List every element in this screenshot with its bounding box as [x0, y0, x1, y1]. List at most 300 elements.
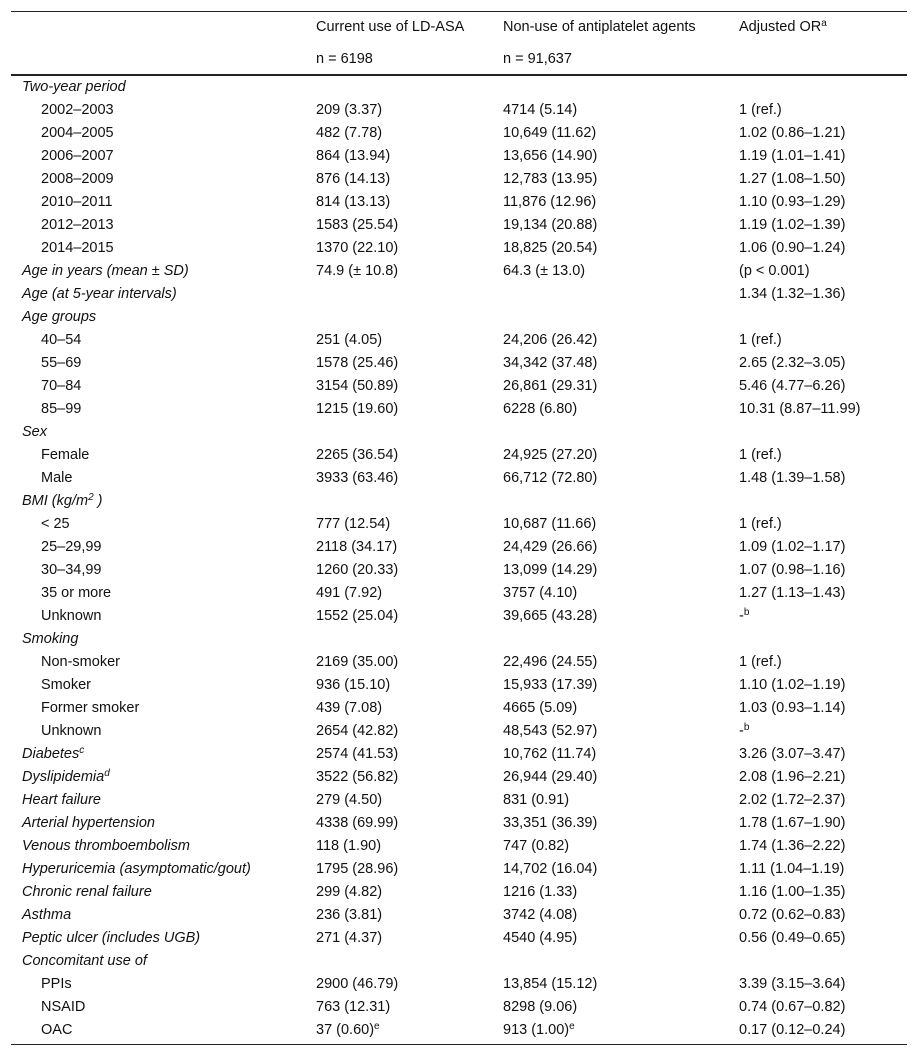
row-label-text: Diabetes — [22, 745, 80, 762]
cell-c3 — [739, 858, 844, 881]
row-label — [41, 973, 72, 996]
cell-value: 209 (3.37) — [316, 101, 383, 118]
cell-c2 — [503, 559, 597, 582]
table-category-row — [11, 76, 907, 99]
cell-c3 — [739, 99, 782, 122]
row-label — [22, 927, 200, 950]
cell-value: 4665 (5.09) — [503, 699, 578, 716]
cell-c3 — [739, 398, 860, 421]
row-label — [41, 513, 70, 536]
cell-value: 777 (12.54) — [316, 515, 391, 532]
cell-value: 10.31 (8.87–11.99) — [739, 400, 861, 417]
cell-value: 33,351 (36.39) — [503, 814, 598, 831]
cell-value: 1.09 (1.02–1.17) — [739, 538, 846, 555]
cell-c1 — [316, 237, 398, 260]
cell-c2 — [503, 444, 597, 467]
cell-c1 — [316, 168, 390, 191]
cell-c2 — [503, 996, 577, 1019]
cell-value: 11,876 (12.96) — [503, 193, 597, 210]
table-row — [11, 720, 907, 743]
table-row — [11, 191, 907, 214]
cell-c3 — [739, 582, 845, 605]
row-label — [22, 283, 177, 306]
cell-value: 1.19 (1.01–1.41) — [739, 147, 846, 164]
row-label — [41, 605, 101, 628]
cell-value: 1 (ref.) — [739, 101, 782, 118]
cell-c2 — [503, 582, 577, 605]
cell-value: 24,206 (26.42) — [503, 331, 598, 348]
cell-c3 — [739, 881, 845, 904]
cell-value: 3522 (56.82) — [316, 768, 399, 785]
cell-c2 — [503, 375, 597, 398]
cell-value: (p < 0.001) — [739, 262, 810, 279]
table-category-row — [11, 490, 907, 513]
cell-c2 — [503, 191, 596, 214]
cell-c1 — [316, 1019, 380, 1042]
cell-c1 — [316, 467, 398, 490]
cell-c3 — [739, 743, 845, 766]
table-row — [11, 329, 907, 352]
cell-c1 — [316, 99, 382, 122]
cell-value: 34,342 (37.48) — [503, 354, 598, 371]
cell-c3 — [739, 375, 845, 398]
col1-n: n = 6198 — [316, 51, 373, 67]
cell-value: 3742 (4.08) — [503, 906, 578, 923]
table-row — [11, 352, 907, 375]
cell-value: 39,665 (43.28) — [503, 607, 598, 624]
table-category-row — [11, 904, 907, 927]
row-label-text: Smoking — [22, 630, 79, 647]
table-category-row — [11, 789, 907, 812]
row-label-text: 2002–2003 — [41, 101, 114, 118]
cell-value: 1 (ref.) — [739, 653, 782, 670]
row-label-text: < 25 — [41, 515, 70, 532]
cell-c2 — [503, 237, 597, 260]
cell-c1 — [316, 674, 390, 697]
row-label-text: OAC — [41, 1021, 73, 1038]
table-category-row — [11, 421, 907, 444]
row-label-text: 85–99 — [41, 400, 82, 417]
cell-c3 — [739, 789, 845, 812]
cell-c2 — [503, 145, 597, 168]
row-label — [41, 559, 101, 582]
cell-value: 1583 (25.54) — [316, 216, 399, 233]
cell-c3 — [739, 651, 782, 674]
row-label — [41, 145, 114, 168]
row-label — [41, 720, 101, 743]
cell-value: 2574 (41.53) — [316, 745, 399, 762]
cell-value: 10,649 (11.62) — [503, 124, 597, 141]
cell-c1 — [316, 720, 398, 743]
cell-value: 0.17 (0.12–0.24) — [739, 1021, 846, 1038]
row-label — [22, 950, 147, 973]
cell-c2 — [503, 467, 597, 490]
row-label-text: 25–29,99 — [41, 538, 102, 555]
cell-value: 2.65 (2.32–3.05) — [739, 354, 846, 371]
cell-c2 — [503, 329, 597, 352]
table-row — [11, 237, 907, 260]
row-label — [22, 260, 189, 283]
cell-c1 — [316, 398, 398, 421]
cell-value: 1.27 (1.13–1.43) — [739, 584, 846, 601]
cell-c1 — [316, 536, 397, 559]
col2-n: n = 91,637 — [503, 51, 572, 67]
cell-value: 1.34 (1.32–1.36) — [739, 285, 846, 302]
footnote-mark: e — [374, 1020, 380, 1032]
cell-value: 2.02 (1.72–2.37) — [739, 791, 846, 808]
row-label-text: Female — [41, 446, 90, 463]
cell-value: 3757 (4.10) — [503, 584, 578, 601]
cell-value: 1 (ref.) — [739, 446, 782, 463]
cell-value: 279 (4.50) — [316, 791, 383, 808]
cell-value: 10,687 (11.66) — [503, 515, 597, 532]
cell-c2 — [503, 1019, 575, 1042]
row-label — [41, 536, 101, 559]
cell-value: 2900 (46.79) — [316, 975, 399, 992]
row-label — [41, 398, 81, 421]
cell-c3 — [739, 697, 845, 720]
row-label-text: Venous thromboembolism — [22, 837, 190, 854]
table-header — [11, 12, 907, 74]
cell-value: 271 (4.37) — [316, 929, 383, 946]
cell-c2 — [503, 513, 596, 536]
table-row — [11, 513, 907, 536]
table-row — [11, 996, 907, 1019]
cell-c1 — [316, 812, 398, 835]
cell-value: 814 (13.13) — [316, 193, 391, 210]
row-label-text: BMI (kg/m — [22, 492, 89, 509]
cell-value: 747 (0.82) — [503, 837, 570, 854]
row-label — [22, 306, 96, 329]
footnote-mark: b — [743, 721, 750, 733]
cell-value: 0.56 (0.49–0.65) — [739, 929, 846, 946]
row-label-text: 2006–2007 — [41, 147, 114, 164]
cell-value: 5.46 (4.77–6.26) — [739, 377, 846, 394]
table-row — [11, 398, 907, 421]
row-label-text: 2004–2005 — [41, 124, 114, 141]
bottom-rule — [11, 1044, 907, 1045]
table-category-row — [11, 306, 907, 329]
row-label-text: NSAID — [41, 998, 86, 1015]
cell-value: 1.10 (1.02–1.19) — [739, 676, 846, 693]
cell-c2 — [503, 674, 597, 697]
cell-c3 — [739, 904, 845, 927]
cell-c3 — [739, 674, 845, 697]
cell-value: 1 (ref.) — [739, 331, 782, 348]
cell-c1 — [316, 260, 398, 283]
cell-c3 — [739, 720, 749, 743]
cell-c1 — [316, 881, 382, 904]
row-label — [22, 881, 152, 904]
cell-value: 2169 (35.00) — [316, 653, 399, 670]
cell-c2 — [503, 697, 577, 720]
cell-value: 24,429 (26.66) — [503, 538, 598, 555]
cell-value: 13,656 (14.90) — [503, 147, 598, 164]
cell-value: 2118 (34.17) — [316, 538, 398, 555]
row-label — [22, 490, 102, 513]
col3-footnote-mark: a — [821, 18, 827, 29]
col3-title — [739, 19, 827, 35]
table-category-row — [11, 743, 907, 766]
cell-c3 — [739, 467, 845, 490]
table-row — [11, 582, 907, 605]
cell-c3 — [739, 191, 845, 214]
cell-c1 — [316, 766, 398, 789]
cell-value: 3.26 (3.07–3.47) — [739, 745, 846, 762]
cell-c2 — [503, 766, 597, 789]
cell-c3 — [739, 927, 845, 950]
cell-value: 1.74 (1.36–2.22) — [739, 837, 846, 854]
cell-value: 66,712 (72.80) — [503, 469, 598, 486]
cell-c2 — [503, 973, 597, 996]
table-row — [11, 145, 907, 168]
row-label — [41, 122, 114, 145]
cell-c1 — [316, 605, 398, 628]
row-label-text: 30–34,99 — [41, 561, 102, 578]
row-label — [22, 858, 251, 881]
row-label — [41, 99, 114, 122]
cell-c2 — [503, 99, 577, 122]
cell-value: 74.9 (± 10.8) — [316, 262, 399, 279]
cell-value: 2265 (36.54) — [316, 446, 399, 463]
cell-c1 — [316, 835, 381, 858]
cell-c2 — [503, 122, 596, 145]
cell-value: 1.19 (1.02–1.39) — [739, 216, 846, 233]
footnote-mark: b — [743, 606, 750, 618]
table-category-row — [11, 283, 907, 306]
cell-c2 — [503, 858, 597, 881]
row-label — [22, 421, 47, 444]
cell-c3 — [739, 1019, 845, 1042]
cell-c1 — [316, 122, 382, 145]
row-label-text: Two-year period — [22, 78, 126, 95]
row-label-text: Dyslipidemia — [22, 768, 105, 785]
cell-c1 — [316, 191, 390, 214]
row-label — [22, 743, 84, 766]
cell-value: 13,099 (14.29) — [503, 561, 598, 578]
table-row — [11, 973, 907, 996]
row-label — [41, 674, 91, 697]
cell-value: 6228 (6.80) — [503, 400, 578, 417]
row-label-text: Asthma — [22, 906, 72, 923]
row-label — [22, 904, 71, 927]
cell-value: 0.74 (0.67–0.82) — [739, 998, 846, 1015]
cell-value: 14,702 (16.04) — [503, 860, 598, 877]
cell-c2 — [503, 168, 597, 191]
cell-value: 1370 (22.10) — [316, 239, 399, 256]
footnote-mark: e — [569, 1020, 575, 1032]
cell-c3 — [739, 283, 845, 306]
cell-c3 — [739, 835, 845, 858]
cell-c1 — [316, 559, 398, 582]
table-row — [11, 168, 907, 191]
cell-c3 — [739, 352, 845, 375]
cell-value: 1795 (28.96) — [316, 860, 399, 877]
cell-c1 — [316, 352, 398, 375]
cell-c3 — [739, 766, 845, 789]
cell-value: 439 (7.08) — [316, 699, 383, 716]
cell-value: 48,543 (52.97) — [503, 722, 598, 739]
cell-c1 — [316, 582, 382, 605]
table-category-row — [11, 835, 907, 858]
cell-value: 251 (4.05) — [316, 331, 383, 348]
cell-c3 — [739, 444, 782, 467]
row-label — [22, 766, 110, 789]
cell-value: 10,762 (11.74) — [503, 745, 597, 762]
cell-value: 1.03 (0.93–1.14) — [739, 699, 846, 716]
table-category-row — [11, 260, 907, 283]
footnote-mark: d — [104, 767, 110, 779]
cell-c3 — [739, 168, 845, 191]
cell-value: 2.08 (1.96–2.21) — [739, 768, 846, 785]
cell-value: 12,783 (13.95) — [503, 170, 598, 187]
row-label — [41, 1019, 72, 1042]
cell-c2 — [503, 536, 597, 559]
cell-value: 1552 (25.04) — [316, 607, 399, 624]
cell-value: 8298 (9.06) — [503, 998, 578, 1015]
row-label-text: 40–54 — [41, 331, 82, 348]
cell-c2 — [503, 352, 597, 375]
row-label — [41, 214, 114, 237]
table-row — [11, 605, 907, 628]
cell-c2 — [503, 398, 577, 421]
cell-c2 — [503, 651, 597, 674]
cell-value: 299 (4.82) — [316, 883, 383, 900]
table-row — [11, 697, 907, 720]
cell-value: 3154 (50.89) — [316, 377, 399, 394]
cell-c3 — [739, 973, 845, 996]
cell-c2 — [503, 789, 569, 812]
cell-c1 — [316, 214, 398, 237]
cell-c2 — [503, 720, 597, 743]
row-label-text: Non-smoker — [41, 653, 120, 670]
cell-c1 — [316, 375, 398, 398]
row-label — [41, 444, 89, 467]
table-row — [11, 467, 907, 490]
table-category-row — [11, 766, 907, 789]
table-category-row — [11, 950, 907, 973]
cell-c3 — [739, 214, 845, 237]
cell-value: 64.3 (± 13.0) — [503, 262, 586, 279]
cell-c1 — [316, 996, 390, 1019]
cell-value: 864 (13.94) — [316, 147, 391, 164]
row-label-text: Smoker — [41, 676, 91, 693]
cell-c3 — [739, 513, 782, 536]
row-label-text: 2008–2009 — [41, 170, 114, 187]
cell-c1 — [316, 743, 398, 766]
cell-value: 37 (0.60) — [316, 1021, 375, 1038]
cell-value: 4540 (4.95) — [503, 929, 578, 946]
cell-c3 — [739, 559, 845, 582]
cell-c3 — [739, 122, 845, 145]
data-table — [11, 11, 907, 1045]
table-body — [11, 76, 907, 1042]
table-row — [11, 444, 907, 467]
cell-value: 1.16 (1.00–1.35) — [739, 883, 846, 900]
table-row — [11, 674, 907, 697]
cell-value: 936 (15.10) — [316, 676, 391, 693]
row-label — [41, 375, 81, 398]
cell-value: 1578 (25.46) — [316, 354, 399, 371]
cell-value: 1 (ref.) — [739, 515, 782, 532]
col3-title-text: Adjusted OR — [739, 19, 822, 35]
row-label-text: 35 or more — [41, 584, 112, 601]
cell-c3 — [739, 329, 782, 352]
cell-c2 — [503, 835, 569, 858]
table-row — [11, 122, 907, 145]
cell-value: 1.11 (1.04–1.19) — [739, 860, 845, 877]
cell-c1 — [316, 927, 382, 950]
cell-value: 236 (3.81) — [316, 906, 383, 923]
col1-title: Current use of LD-ASA — [316, 19, 465, 35]
col2-title: Non-use of antiplatelet agents — [503, 19, 696, 35]
table-category-row — [11, 628, 907, 651]
row-label — [22, 789, 101, 812]
row-label — [41, 237, 114, 260]
table-row — [11, 214, 907, 237]
footnote-mark: 2 — [88, 491, 94, 503]
row-label-text: 2014–2015 — [41, 239, 114, 256]
row-label — [22, 835, 190, 858]
cell-c2 — [503, 927, 577, 950]
table-row — [11, 99, 907, 122]
cell-value: 15,933 (17.39) — [503, 676, 598, 693]
row-label — [41, 651, 120, 674]
cell-value: 1.07 (0.98–1.16) — [739, 561, 846, 578]
cell-value: - — [739, 722, 744, 739]
row-label-text: Peptic ulcer (includes UGB) — [22, 929, 201, 946]
row-label-text: 70–84 — [41, 377, 82, 394]
cell-value: 763 (12.31) — [316, 998, 391, 1015]
table-row — [11, 651, 907, 674]
row-label — [41, 996, 85, 1019]
cell-value: 118 (1.90) — [316, 837, 382, 854]
cell-value: 1260 (20.33) — [316, 561, 399, 578]
cell-c1 — [316, 145, 390, 168]
cell-c3 — [739, 237, 845, 260]
cell-c2 — [503, 743, 596, 766]
cell-value: 24,925 (27.20) — [503, 446, 598, 463]
row-label-text: Age (at 5-year intervals) — [22, 285, 177, 302]
cell-value: 1216 (1.33) — [503, 883, 578, 900]
row-label-text: Heart failure — [22, 791, 101, 808]
cell-value: 26,861 (29.31) — [503, 377, 598, 394]
cell-c3 — [739, 260, 810, 283]
cell-c1 — [316, 904, 382, 927]
row-label — [22, 812, 155, 835]
cell-value: 1.48 (1.39–1.58) — [739, 469, 846, 486]
cell-c1 — [316, 444, 398, 467]
table-category-row — [11, 858, 907, 881]
cell-c2 — [503, 605, 597, 628]
footnote-mark: c — [79, 744, 85, 756]
cell-c3 — [739, 536, 845, 559]
row-label-text: Age in years (mean ± SD) — [22, 262, 189, 279]
row-label-text: Hyperuricemia (asymptomatic/gout) — [22, 860, 251, 877]
cell-c1 — [316, 858, 398, 881]
cell-c3 — [739, 996, 845, 1019]
cell-value: 26,944 (29.40) — [503, 768, 598, 785]
cell-value: 491 (7.92) — [316, 584, 383, 601]
row-label-text: Former smoker — [41, 699, 140, 716]
cell-value: 1.27 (1.08–1.50) — [739, 170, 846, 187]
table-row — [11, 536, 907, 559]
cell-c2 — [503, 904, 577, 927]
cell-c1 — [316, 789, 382, 812]
cell-value: 1215 (19.60) — [316, 400, 399, 417]
row-label-text: Sex — [22, 423, 47, 440]
cell-value: 19,134 (20.88) — [503, 216, 598, 233]
